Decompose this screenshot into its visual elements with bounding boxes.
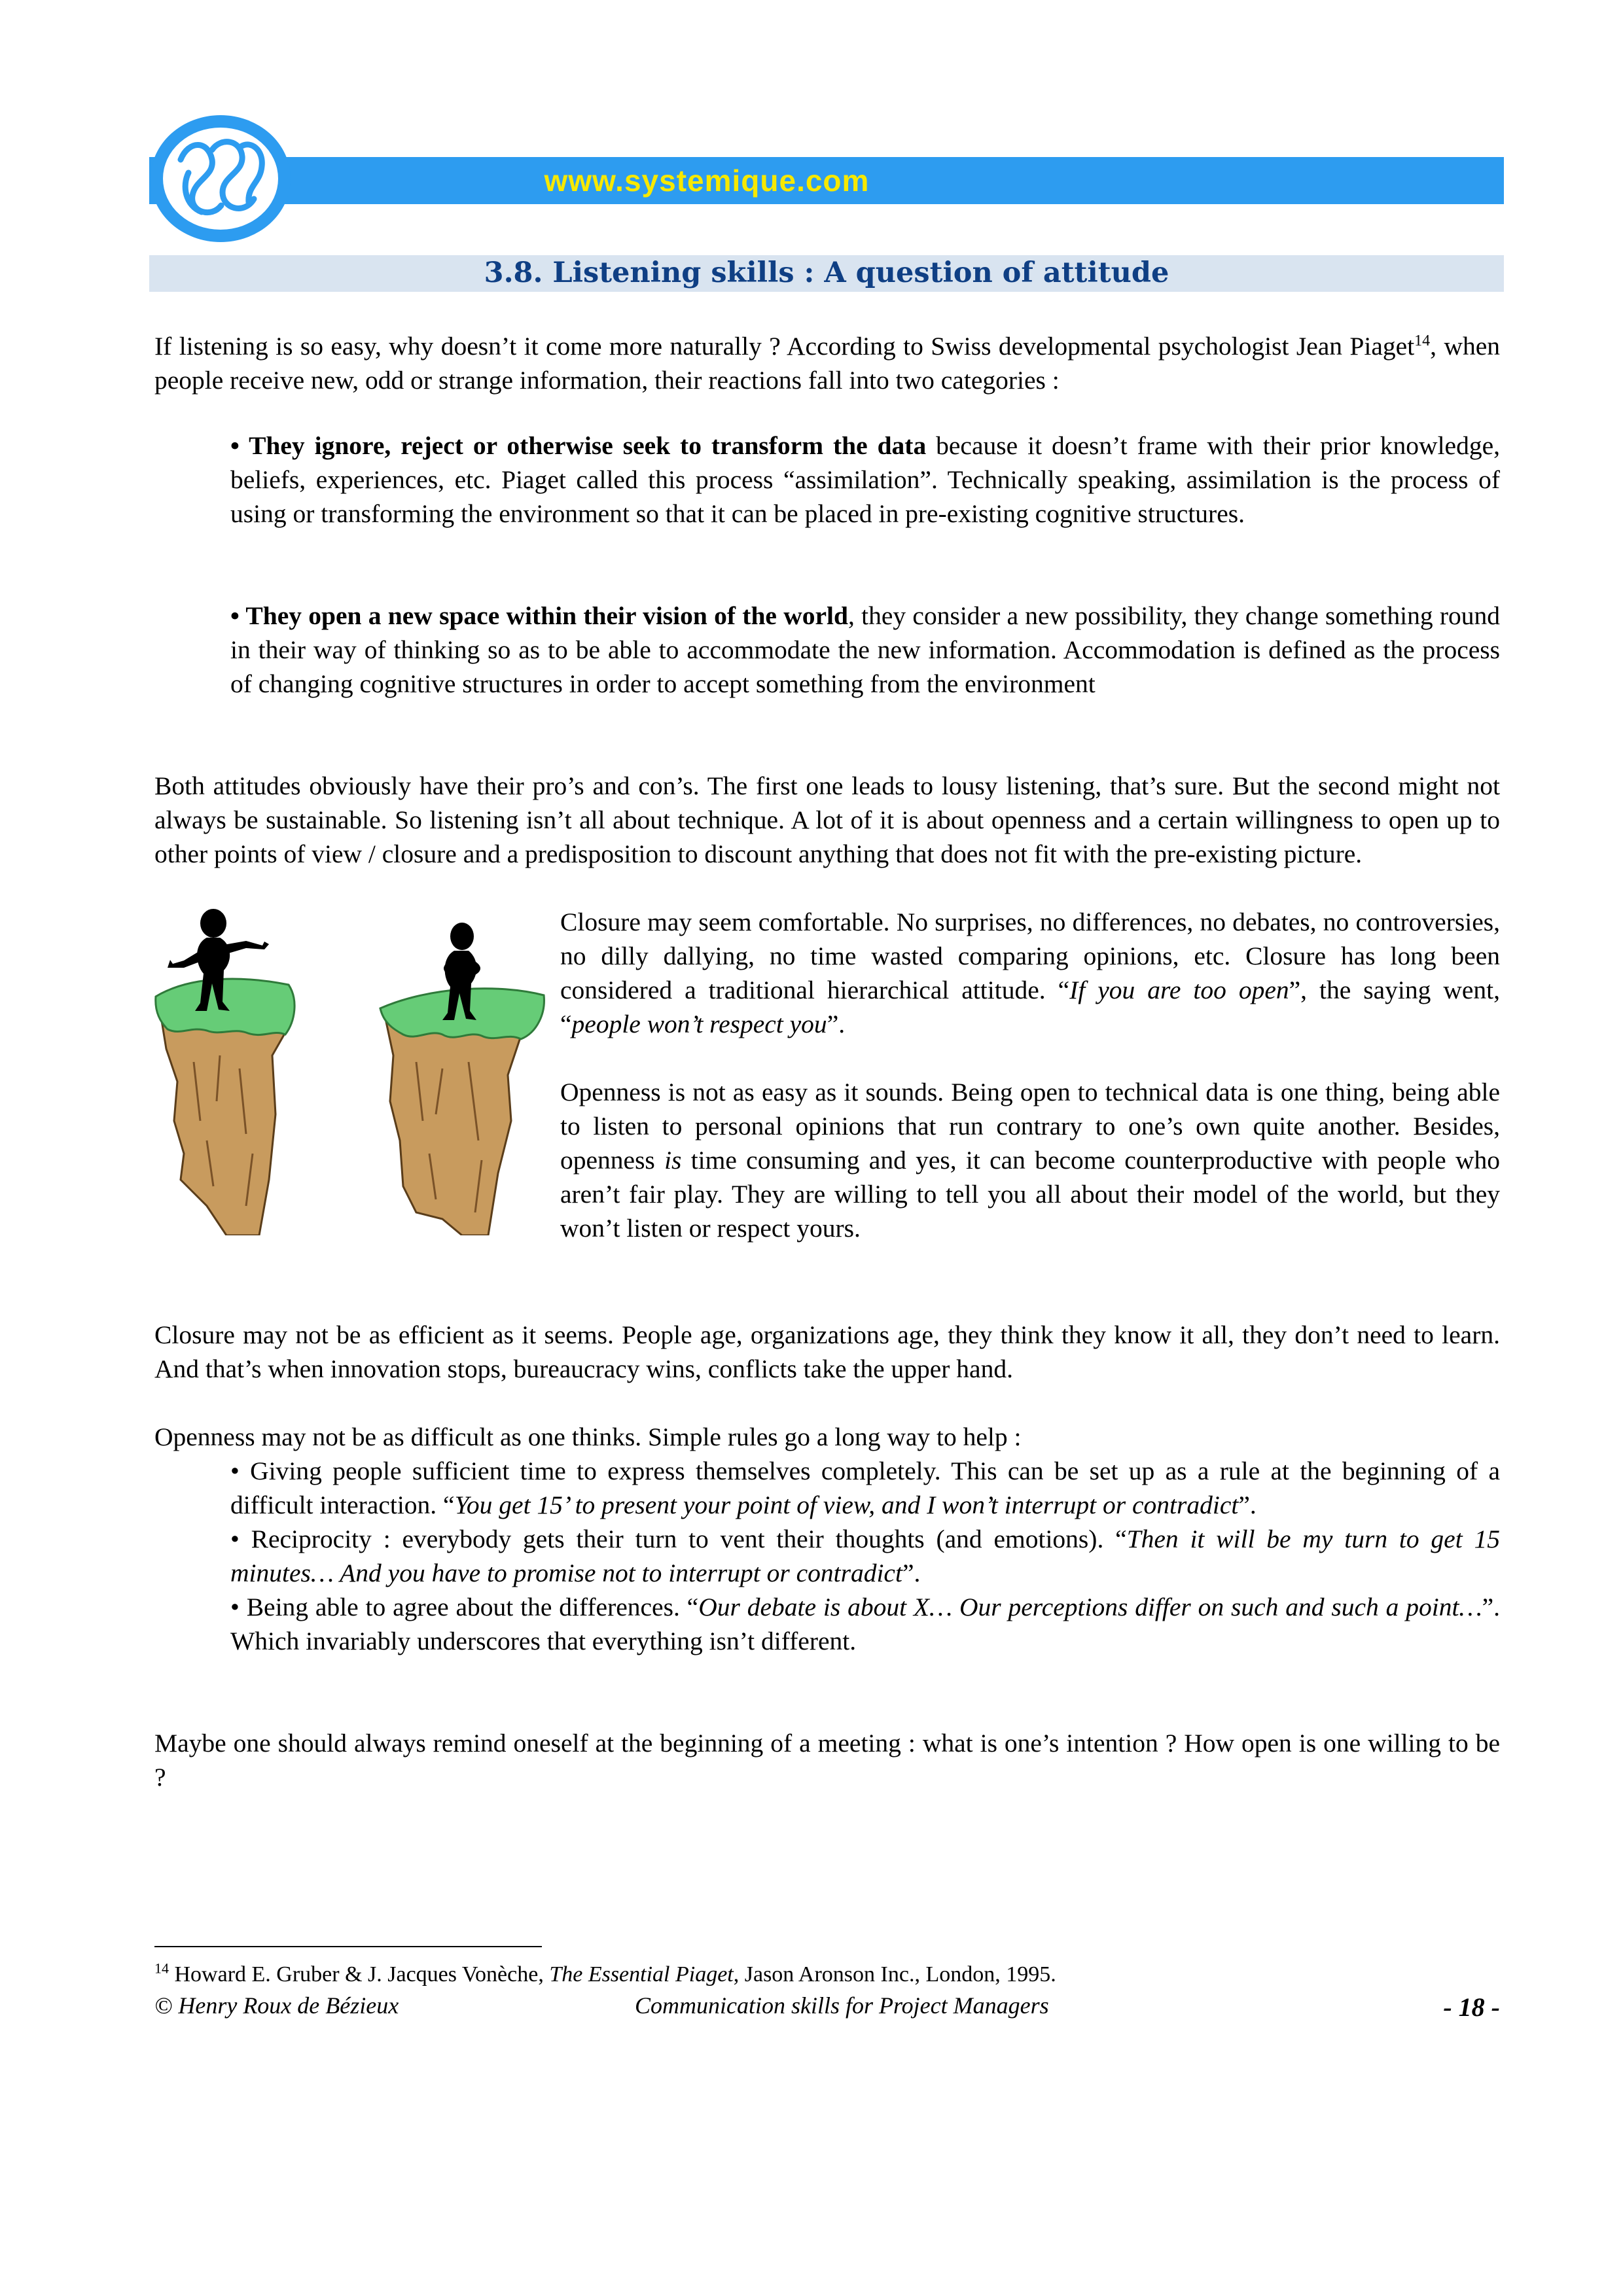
rule-item: • Giving people sufficient time to express themselves completely. This can be set up as a rule at the beginning of a difficult interaction. “You get 15’ to present your point of view, and I won’t interrupt or contradict”. [230, 1457, 1500, 1519]
bullet-assimilation: • They ignore, reject or otherwise seek to transform the data because it doesn’t frame with their prior knowledge, beliefs, experiences, etc. Piaget called this process “assimilation”. Technically speaking, assimilation is the process of using or transforming the environment so that it can be placed in pre-existing cognitive structures. [230, 431, 1500, 528]
footer-document-title: Communication skills for Project Managers [635, 1992, 1049, 2019]
closure-paragraph: Closure may seem comfortable. No surprises, no differences, no debates, no controversies, no dilly dallying, no time wasted comparing opinions, etc. Closure has long been considered a traditional hierarchical attitude. “If you are too open”, the saying went, “people won’t respect you”. [560, 908, 1500, 1038]
systemique-logo-icon [149, 114, 292, 243]
closing-paragraph: Maybe one should always remind oneself at the beginning of a meeting : what is one’s intention ? How open is one willing to be ? [154, 1729, 1500, 1792]
both-attitudes-paragraph: Both attitudes obviously have their pro’s and con’s. The first one leads to lousy listening, that’s sure. But the second might not always be sustainable. So listening isn’t all about technique. A lot of it is about openness and a certain willingness to open up to other points of view / closure and a predisposition to discount anything that does not fit with the pre-existing picture. [154, 771, 1500, 868]
rule-item: • Reciprocity : everybody gets their turn to vent their thoughts (and emotions). “Then it will be my turn to get 15 minutes… And you have to promise not to interrupt or contradict”. [230, 1525, 1500, 1587]
rules-list [230, 1454, 1500, 1658]
closure-openness-section [154, 905, 1500, 1245]
footer-author: © Henry Roux de Bézieux [154, 1992, 399, 2019]
bullet-accommodation: • They open a new space within their vision of the world, they consider a new possibility, they change something round in their way of thinking so as to be able to accommodate the new information. Accommodation is defined as the process of changing cognitive structures in order to accept something from the environment [230, 601, 1500, 698]
closure-efficient-paragraph: Closure may not be as efficient as it seems. People age, organizations age, they think they know it all, they don’t need to learn. And that’s when innovation stops, bureaucracy wins, conflicts take the upper hand. [154, 1320, 1500, 1383]
site-url: www.systemique.com [544, 164, 870, 198]
openness-difficult-paragraph: Openness may not be as difficult as one thinks. Simple rules go a long way to help : [154, 1422, 1022, 1451]
openness-paragraph: Openness is not as easy as it sounds. Being open to technical data is one thing, being able to listen to personal opinions that run contrary to one’s own quite another. Besides, openness is time consuming and yes, it can become counterproductive with people who aren’t fair play. They are willing to tell you all about their model of the world, but they won’t listen or respect yours. [560, 1078, 1500, 1243]
section-title: 3.8. Listening skills : A question of attitude [484, 256, 1169, 289]
cliff-figures-illustration-icon [154, 905, 560, 1235]
footnote: $^{14}$ Howard E. Gruber & J. Jacques Vonèche, The Essential Piaget, Jason Aronson Inc., London, 1995. [154, 1960, 1056, 1987]
page-number: - 18 - [1443, 1992, 1500, 2022]
footnote-divider [154, 1946, 542, 1947]
rule-item: • Being able to agree about the differences. “Our debate is about X… Our perceptions differ on such and such a point…”. Which invariably underscores that everything isn’t different. [230, 1593, 1500, 1655]
footnote-ref[interactable]: 14 [1414, 332, 1431, 349]
intro-paragraph: If listening is so easy, why doesn’t it come more naturally ? According to Swiss developmental psychologist Jean Piaget$^{14}$, when people receive new, odd or strange information, their reactions fall into two categories : [154, 332, 1500, 395]
